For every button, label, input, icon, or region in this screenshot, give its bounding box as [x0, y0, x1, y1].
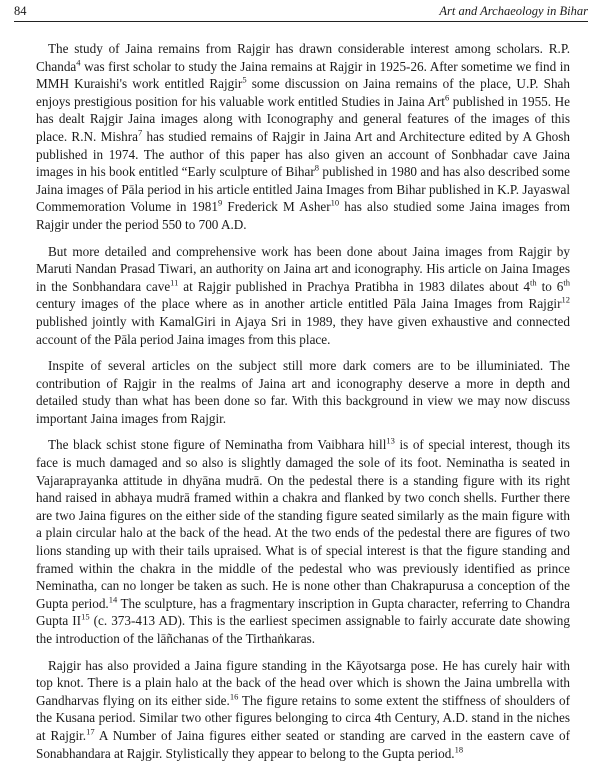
footnote-ref: 17: [86, 726, 95, 737]
footnote-ref: 6: [444, 92, 450, 103]
header-rule: [14, 21, 588, 22]
paragraph: Rajgir has also provided a Jaina figure standing in the Kāyotsarga pose. He has curely hair with top knot. There is a plain halo at the back of the head over which is shown the Jaina umbrella with Gandharvas flying on its either side.$^{16}$ The figure retains to some extent the stiffness of shoulders of the Kusana period. Similar two other figures belonging to circa 4th Century, A.D. stand in the niches at Rajgir.$^{17}$ A Number of Jaina figures either seated or standing are carved in the eastern cave of Sonabhandara at Rajgir. Stylistically they appear to belong to the Gupta period.$^{18}$: [36, 657, 570, 761]
paragraph: The study of Jaina remains from Rajgir has drawn considerable interest among scholars. R.P. Chanda$^4$ was first scholar to study the Jaina remains at Rajgir in 1925-26. After sometime we find in MMH Kuraishi's work entitled Rajgir$^5$ some discussion on Jaina remains of the place, U.P. Shah enjoys prestigious position for his valuable work entitled Studies in Jaina Art$^6$ published in 1955. He has dealt Rajgir Jaina images along with Iconography and general features of the images of this place. R.N. Mishra$^7$ has studied remains of Rajgir in Jaina Art and Architecture edited by A Ghosh published in 1974. The author of this paper has also given an account of Sonbhadar cave Jaina images in his book entitled “Early sculpture of Bihar$^8$ published in 1980 and has also described some Jaina images of Pāla period in his article entitled Jaina Images from Bihar published in K.P. Jayaswal Commemoration Volume in 1981$^9$ Frederick M Asher$^{10}$ has also studied some Jaina images from Rajgir under the period 550 to 700 A.D.: [36, 41, 571, 232]
footnote-ref: 5: [242, 74, 247, 85]
footnote-ref: 11: [170, 277, 179, 288]
page-number: 84: [14, 4, 27, 18]
footnote-ref: 15: [81, 612, 90, 623]
footnote-ref: 4: [76, 57, 81, 68]
paragraph: Inspite of several articles on the subject still more dark comers are to be illuminiated. The contribution of Rajgir in the realms of Jaina art and iconography deserve a more in depth and detailed study than what has been done so far. With this background in view we may now discuss important Jaina images from Rajgir.: [36, 358, 570, 426]
running-title: Art and Archaeology in Bihar: [439, 4, 588, 18]
footnote-ref: th: [563, 277, 570, 288]
body-text: [36, 40, 570, 771]
footnote-ref: 10: [330, 197, 340, 208]
footnote-ref: 7: [137, 127, 143, 138]
footnote-ref: 13: [386, 436, 395, 447]
footnote-ref: 16: [229, 691, 239, 702]
footnote-ref: 14: [108, 594, 118, 605]
footnote-ref: 12: [561, 294, 570, 305]
footnote-ref: th: [530, 277, 537, 288]
paragraph: But more detailed and comprehensive work has been done about Jaina images from Rajgir by Maruti Nandan Prasad Tiwari, an authority on Jaina art and iconography. His article on Jaina Images in the Sonbhandara cave$^{11}$ at Rajgir published in Prachya Pratibha in 1983 dilates about 4th to 6th century images of the place where as in another article entitled Pāla Jaina Images from Rajgir$^{12}$ published jointly with KamalGiri in Ajaya Sri in 1989, they have given exhaustive and connected account of the Pāla period Jaina images from this place.: [36, 243, 570, 347]
footnote-ref: 9: [217, 197, 223, 208]
footnote-ref: 18: [454, 744, 464, 755]
paragraph: The black schist stone figure of Neminatha from Vaibhara hill$^{13}$ is of special interest, though its face is much damaged and so also is slightly damaged the sole of its foot. Neminatha is seated in Vajaraprayanka attitude in dhyāna mudrā. On the pedestal there is a standing figure with its right hand raised in abhaya mudrā framed within a chakra and flanked by two conch shells. Further there are two Jaina figures on the either side of the standing figure seated similarly as the main figure with a plain circular halo at the back of the head. At the two ends of the pedestal there are figures of two lions standing up with their tails upraised. What is of special interest is that the figure standing and framed within the chakra in the middle of the pedestal who was previously identified as prince Neminatha, can no longer be taken as such. He is none other than Chakrapurusa a conception of the Gupta period.$^{14}$ The sculpture, has a fragmentary inscription in Gupta character, referring to Chandra Gupta II$^{15}$ (c. 373-413 AD). This is the earliest specimen assignable to fairly accurate date showing the introduction of the lāñchanas of the Tirthaṅkaras.: [36, 436, 570, 646]
footnote-ref: 8: [314, 162, 320, 173]
